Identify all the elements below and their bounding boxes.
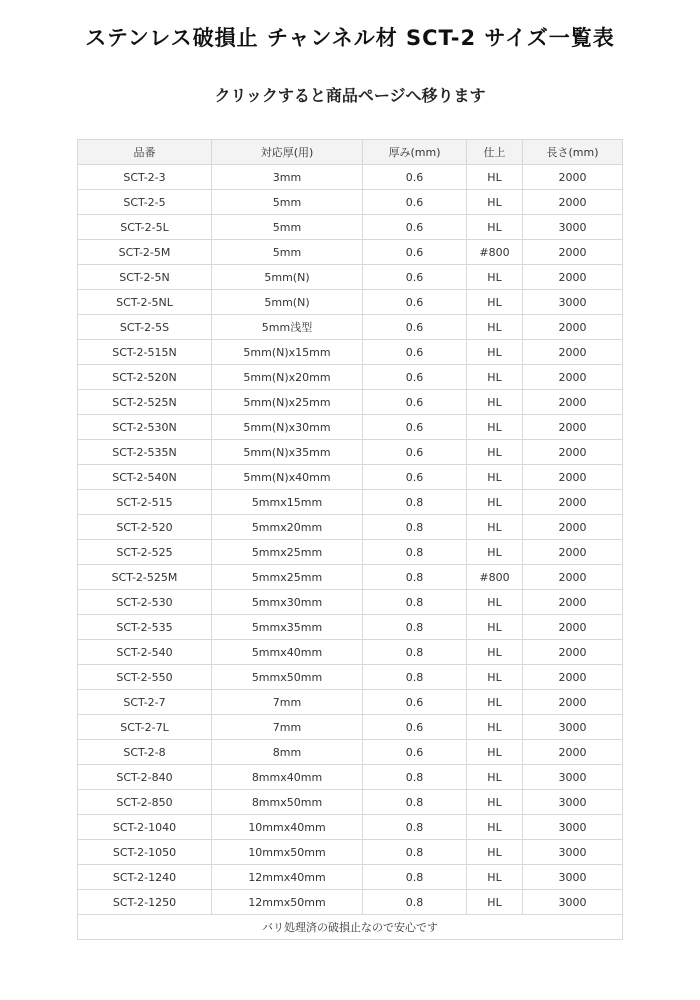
cell-length: 2000: [523, 190, 623, 215]
table-row[interactable]: [78, 840, 623, 865]
size-table: [77, 139, 623, 940]
cell-compatible-thickness: 12mmx50mm: [212, 890, 363, 915]
cell-finish: HL: [467, 265, 523, 290]
table-row[interactable]: [78, 665, 623, 690]
table-row[interactable]: [78, 215, 623, 240]
cell-thickness: 0.6: [363, 690, 467, 715]
table-row[interactable]: [78, 640, 623, 665]
cell-finish: HL: [467, 815, 523, 840]
cell-thickness: 0.6: [363, 290, 467, 315]
cell-compatible-thickness: 8mm: [212, 740, 363, 765]
cell-compatible-thickness: 5mm(N)x40mm: [212, 465, 363, 490]
cell-thickness: 0.6: [363, 715, 467, 740]
cell-thickness: 0.8: [363, 540, 467, 565]
cell-thickness: 0.8: [363, 790, 467, 815]
cell-part-number[interactable]: SCT-2-535N: [78, 440, 212, 465]
cell-finish: HL: [467, 465, 523, 490]
cell-part-number[interactable]: SCT-2-8: [78, 740, 212, 765]
table-row[interactable]: [78, 865, 623, 890]
cell-compatible-thickness: 5mmx25mm: [212, 565, 363, 590]
cell-finish: HL: [467, 390, 523, 415]
cell-length: 2000: [523, 665, 623, 690]
cell-compatible-thickness: 5mm(N)x30mm: [212, 415, 363, 440]
cell-compatible-thickness: 5mm(N)x35mm: [212, 440, 363, 465]
cell-thickness: 0.6: [363, 165, 467, 190]
cell-length: 3000: [523, 790, 623, 815]
cell-length: 3000: [523, 715, 623, 740]
cell-compatible-thickness: 5mmx25mm: [212, 540, 363, 565]
cell-length: 2000: [523, 465, 623, 490]
footer-note: バリ処理済の破損止なので安心です: [78, 915, 623, 940]
cell-length: 2000: [523, 640, 623, 665]
header-length: 長さ(mm): [523, 140, 623, 165]
cell-thickness: 0.6: [363, 390, 467, 415]
cell-finish: HL: [467, 715, 523, 740]
cell-finish: HL: [467, 840, 523, 865]
cell-length: 3000: [523, 815, 623, 840]
cell-compatible-thickness: 5mm(N)x25mm: [212, 390, 363, 415]
cell-part-number[interactable]: SCT-2-7: [78, 690, 212, 715]
cell-length: 2000: [523, 440, 623, 465]
cell-thickness: 0.6: [363, 440, 467, 465]
cell-finish: HL: [467, 165, 523, 190]
cell-compatible-thickness: 5mm(N)x15mm: [212, 340, 363, 365]
cell-length: 2000: [523, 365, 623, 390]
cell-compatible-thickness: 5mmx35mm: [212, 615, 363, 640]
table-row[interactable]: [78, 465, 623, 490]
cell-length: 3000: [523, 290, 623, 315]
cell-compatible-thickness: 5mmx50mm: [212, 665, 363, 690]
cell-part-number[interactable]: SCT-2-1250: [78, 890, 212, 915]
cell-finish: HL: [467, 190, 523, 215]
cell-compatible-thickness: 5mm(N): [212, 290, 363, 315]
cell-finish: HL: [467, 665, 523, 690]
cell-part-number[interactable]: SCT-2-520N: [78, 365, 212, 390]
cell-part-number[interactable]: SCT-2-520: [78, 515, 212, 540]
cell-finish: HL: [467, 790, 523, 815]
cell-thickness: 0.8: [363, 565, 467, 590]
header-finish: 仕上: [467, 140, 523, 165]
cell-thickness: 0.8: [363, 765, 467, 790]
cell-thickness: 0.8: [363, 840, 467, 865]
cell-part-number[interactable]: SCT-2-5NL: [78, 290, 212, 315]
cell-compatible-thickness: 7mm: [212, 690, 363, 715]
header-thickness: 厚み(mm): [363, 140, 467, 165]
cell-thickness: 0.6: [363, 340, 467, 365]
cell-compatible-thickness: 3mm: [212, 165, 363, 190]
cell-thickness: 0.8: [363, 490, 467, 515]
cell-thickness: 0.6: [363, 190, 467, 215]
footer-row: [78, 915, 623, 940]
table-row[interactable]: [78, 765, 623, 790]
cell-compatible-thickness: 5mmx40mm: [212, 640, 363, 665]
table-row[interactable]: [78, 165, 623, 190]
cell-finish: HL: [467, 865, 523, 890]
cell-finish: HL: [467, 290, 523, 315]
cell-compatible-thickness: 12mmx40mm: [212, 865, 363, 890]
cell-thickness: 0.8: [363, 815, 467, 840]
header-row: [78, 140, 623, 165]
table-row[interactable]: [78, 440, 623, 465]
page-title: ステンレス破損止 チャンネル材 SCT-2 サイズ一覧表: [85, 26, 615, 50]
cell-thickness: 0.6: [363, 215, 467, 240]
cell-thickness: 0.8: [363, 640, 467, 665]
cell-part-number[interactable]: SCT-2-5S: [78, 315, 212, 340]
cell-length: 2000: [523, 240, 623, 265]
cell-compatible-thickness: 5mmx20mm: [212, 515, 363, 540]
table-row[interactable]: [78, 390, 623, 415]
cell-thickness: 0.6: [363, 415, 467, 440]
table-header: [78, 140, 623, 165]
cell-part-number[interactable]: SCT-2-515: [78, 490, 212, 515]
cell-length: 3000: [523, 215, 623, 240]
cell-part-number[interactable]: SCT-2-5M: [78, 240, 212, 265]
cell-finish: #800: [467, 240, 523, 265]
table-row[interactable]: [78, 890, 623, 915]
cell-part-number[interactable]: SCT-2-1050: [78, 840, 212, 865]
cell-compatible-thickness: 8mmx50mm: [212, 790, 363, 815]
header-compatible-thickness: 対応厚(用): [212, 140, 363, 165]
cell-finish: HL: [467, 515, 523, 540]
table-row[interactable]: [78, 190, 623, 215]
cell-part-number[interactable]: SCT-2-525M: [78, 565, 212, 590]
table-row[interactable]: [78, 240, 623, 265]
cell-length: 2000: [523, 615, 623, 640]
cell-thickness: 0.8: [363, 590, 467, 615]
cell-compatible-thickness: 5mm(N)x20mm: [212, 365, 363, 390]
cell-finish: HL: [467, 890, 523, 915]
cell-length: 2000: [523, 415, 623, 440]
product-page-link[interactable]: クリックすると商品ページへ移ります: [214, 86, 486, 105]
table-row[interactable]: [78, 815, 623, 840]
table-row[interactable]: [78, 490, 623, 515]
table-row[interactable]: [78, 590, 623, 615]
cell-length: 2000: [523, 690, 623, 715]
cell-compatible-thickness: 5mm: [212, 190, 363, 215]
cell-finish: HL: [467, 765, 523, 790]
cell-length: 2000: [523, 315, 623, 340]
cell-compatible-thickness: 5mmx30mm: [212, 590, 363, 615]
cell-thickness: 0.6: [363, 240, 467, 265]
cell-thickness: 0.8: [363, 890, 467, 915]
header-part-number: 品番: [78, 140, 212, 165]
cell-part-number[interactable]: SCT-2-525: [78, 540, 212, 565]
table-row[interactable]: [78, 340, 623, 365]
cell-length: 2000: [523, 740, 623, 765]
cell-thickness: 0.6: [363, 465, 467, 490]
cell-finish: HL: [467, 740, 523, 765]
table-body: [78, 165, 623, 915]
cell-thickness: 0.6: [363, 740, 467, 765]
table-row[interactable]: [78, 315, 623, 340]
cell-part-number[interactable]: SCT-2-5L: [78, 215, 212, 240]
cell-part-number[interactable]: SCT-2-540N: [78, 465, 212, 490]
cell-compatible-thickness: 8mmx40mm: [212, 765, 363, 790]
cell-finish: HL: [467, 215, 523, 240]
cell-part-number[interactable]: SCT-2-540: [78, 640, 212, 665]
cell-finish: HL: [467, 365, 523, 390]
cell-thickness: 0.6: [363, 365, 467, 390]
cell-part-number[interactable]: SCT-2-840: [78, 765, 212, 790]
cell-finish: HL: [467, 415, 523, 440]
table-row[interactable]: [78, 515, 623, 540]
table-row[interactable]: [78, 265, 623, 290]
table-row[interactable]: [78, 690, 623, 715]
cell-compatible-thickness: 7mm: [212, 715, 363, 740]
cell-compatible-thickness: 10mmx40mm: [212, 815, 363, 840]
cell-length: 2000: [523, 590, 623, 615]
cell-finish: HL: [467, 615, 523, 640]
cell-length: 2000: [523, 490, 623, 515]
cell-compatible-thickness: 10mmx50mm: [212, 840, 363, 865]
cell-compatible-thickness: 5mm(N): [212, 265, 363, 290]
table-row[interactable]: [78, 790, 623, 815]
cell-finish: HL: [467, 540, 523, 565]
cell-part-number[interactable]: SCT-2-5: [78, 190, 212, 215]
cell-length: 2000: [523, 390, 623, 415]
cell-finish: HL: [467, 315, 523, 340]
cell-finish: HL: [467, 440, 523, 465]
cell-thickness: 0.8: [363, 665, 467, 690]
table-footer: [78, 915, 623, 940]
cell-length: 2000: [523, 565, 623, 590]
cell-thickness: 0.6: [363, 315, 467, 340]
cell-part-number[interactable]: SCT-2-535: [78, 615, 212, 640]
cell-part-number[interactable]: SCT-2-7L: [78, 715, 212, 740]
cell-length: 3000: [523, 890, 623, 915]
cell-length: 2000: [523, 515, 623, 540]
cell-finish: HL: [467, 690, 523, 715]
cell-thickness: 0.8: [363, 865, 467, 890]
table-row[interactable]: [78, 365, 623, 390]
table-row[interactable]: [78, 740, 623, 765]
cell-finish: HL: [467, 640, 523, 665]
cell-finish: #800: [467, 565, 523, 590]
table-row[interactable]: [78, 290, 623, 315]
cell-length: 2000: [523, 165, 623, 190]
cell-part-number[interactable]: SCT-2-530: [78, 590, 212, 615]
cell-length: 2000: [523, 340, 623, 365]
cell-thickness: 0.8: [363, 615, 467, 640]
cell-length: 3000: [523, 765, 623, 790]
cell-finish: HL: [467, 490, 523, 515]
cell-compatible-thickness: 5mm浅型: [212, 315, 363, 340]
table-row[interactable]: [78, 540, 623, 565]
cell-compatible-thickness: 5mm: [212, 240, 363, 265]
cell-finish: HL: [467, 340, 523, 365]
cell-part-number[interactable]: SCT-2-1040: [78, 815, 212, 840]
cell-part-number[interactable]: SCT-2-1240: [78, 865, 212, 890]
cell-part-number[interactable]: SCT-2-3: [78, 165, 212, 190]
cell-length: 2000: [523, 265, 623, 290]
table-row[interactable]: [78, 415, 623, 440]
cell-part-number[interactable]: SCT-2-530N: [78, 415, 212, 440]
cell-part-number[interactable]: SCT-2-5N: [78, 265, 212, 290]
cell-thickness: 0.6: [363, 265, 467, 290]
cell-compatible-thickness: 5mm: [212, 215, 363, 240]
cell-part-number[interactable]: SCT-2-850: [78, 790, 212, 815]
cell-compatible-thickness: 5mmx15mm: [212, 490, 363, 515]
cell-length: 2000: [523, 540, 623, 565]
cell-part-number[interactable]: SCT-2-515N: [78, 340, 212, 365]
table-row[interactable]: [78, 615, 623, 640]
cell-length: 3000: [523, 840, 623, 865]
cell-length: 3000: [523, 865, 623, 890]
cell-part-number[interactable]: SCT-2-550: [78, 665, 212, 690]
cell-finish: HL: [467, 590, 523, 615]
cell-part-number[interactable]: SCT-2-525N: [78, 390, 212, 415]
table-row[interactable]: [78, 565, 623, 590]
cell-thickness: 0.8: [363, 515, 467, 540]
table-row[interactable]: [78, 715, 623, 740]
